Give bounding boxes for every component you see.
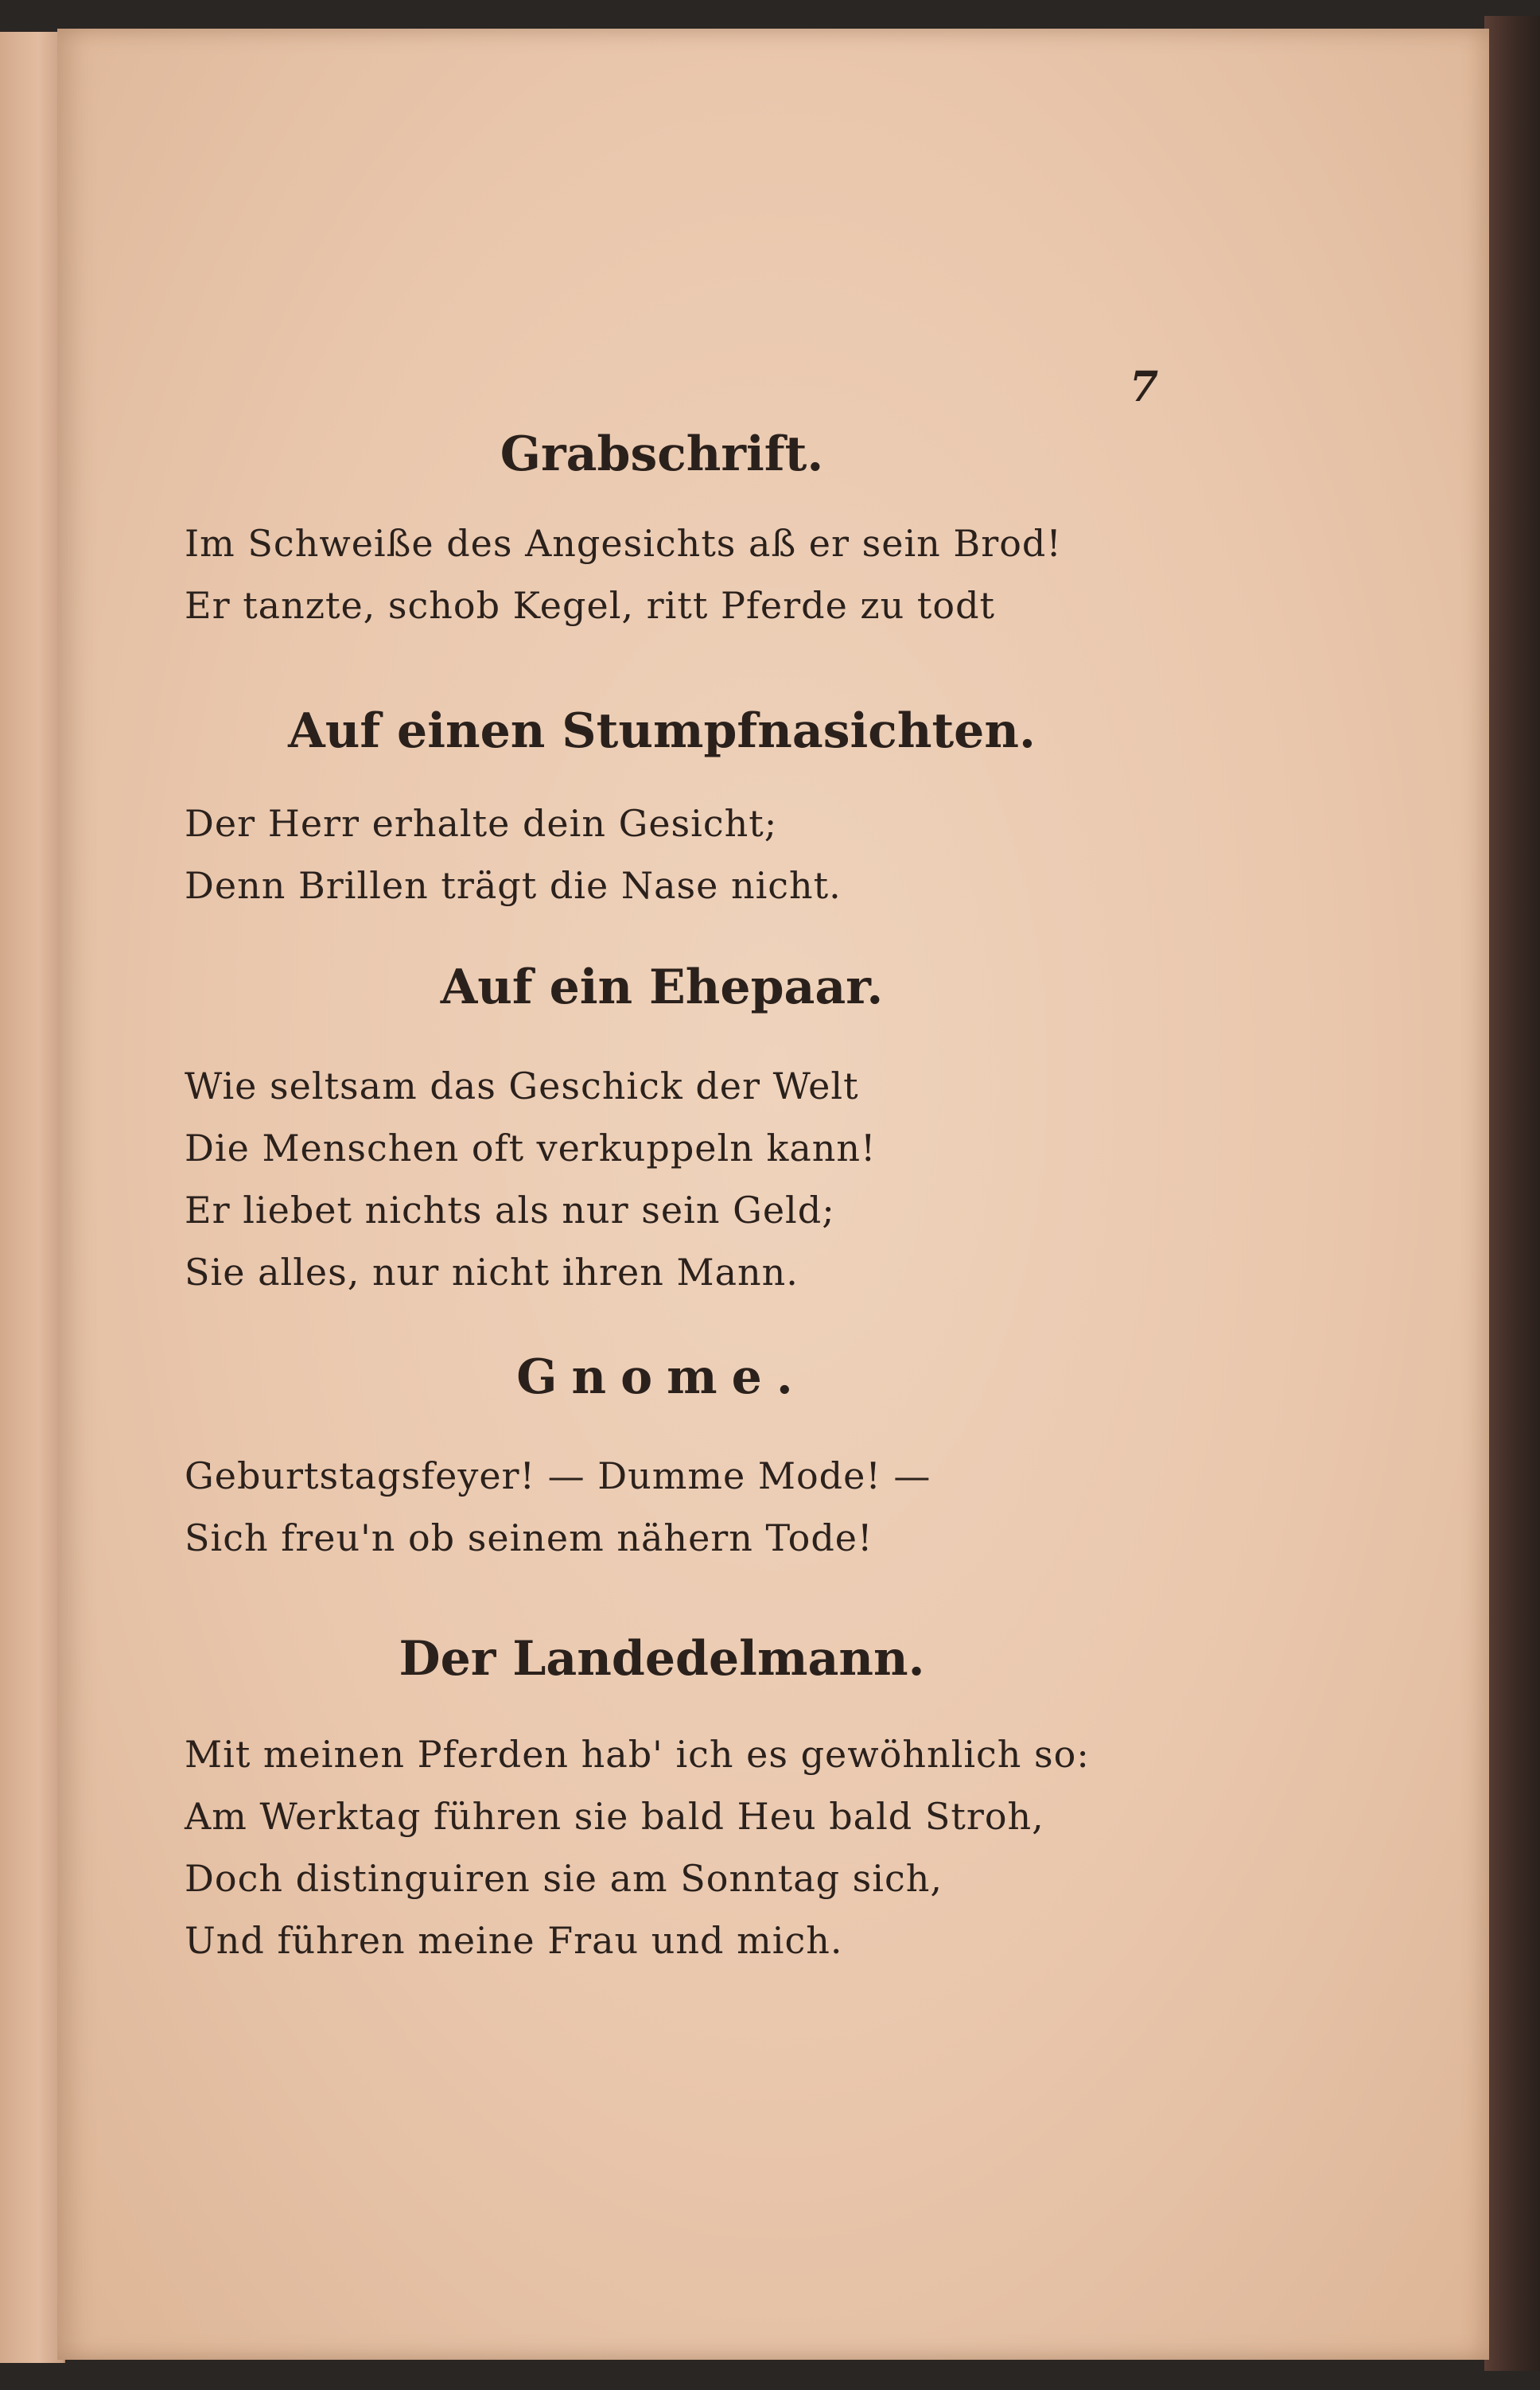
page-number: 7 — [1130, 363, 1159, 411]
verse-line: Er tanzte, schob Kegel, ritt Pferde zu todt — [185, 584, 996, 627]
verse-line: Denn Brillen trägt die Nase nicht. — [185, 864, 842, 907]
left-page-edge — [0, 32, 65, 2363]
verse-line: Geburtstagsfeyer! — Dumme Mode! — — [185, 1454, 931, 1497]
verse-line: Der Herr erhalte dein Gesicht; — [185, 802, 778, 845]
verse-line: Und führen meine Frau und mich. — [185, 1919, 843, 1962]
section-title-ehepaar: Auf ein Ehepaar. — [440, 960, 884, 1015]
verse-grabschrift — [185, 512, 1062, 636]
verse-ehepaar — [185, 1055, 877, 1303]
section-title-gnome: Gnome. — [516, 1349, 807, 1405]
verse-line: Die Menschen oft verkuppeln kann! — [185, 1127, 877, 1170]
verse-line: Mit meinen Pferden hab' ich es gewöhnlich so: — [185, 1733, 1090, 1776]
verse-line: Im Schweiße des Angesichts aß er sein Brod! — [185, 522, 1062, 565]
verse-line: Sich freu'n ob seinem nähern Tode! — [185, 1516, 873, 1559]
section-title-landedelmann: Der Landedelmann. — [399, 1631, 925, 1687]
book-cover-edge — [1484, 16, 1540, 2371]
page-text-block — [185, 29, 1159, 2360]
verse-line: Sie alles, nur nicht ihren Mann. — [185, 1251, 799, 1294]
section-title-grabschrift: Grabschrift. — [500, 426, 824, 482]
verse-line: Er liebet nichts als nur sein Geld; — [185, 1189, 835, 1232]
verse-landedelmann — [185, 1723, 1090, 1972]
book-page — [57, 29, 1489, 2360]
verse-gnome — [185, 1445, 931, 1569]
verse-line: Doch distinguiren sie am Sonntag sich, — [185, 1857, 943, 1900]
verse-stumpfnasichten — [185, 792, 842, 917]
verse-line: Wie seltsam das Geschick der Welt — [185, 1065, 859, 1107]
section-title-stumpfnasichten: Auf einen Stumpfnasichten. — [288, 703, 1036, 759]
verse-line: Am Werktag führen sie bald Heu bald Stroh, — [185, 1795, 1044, 1838]
